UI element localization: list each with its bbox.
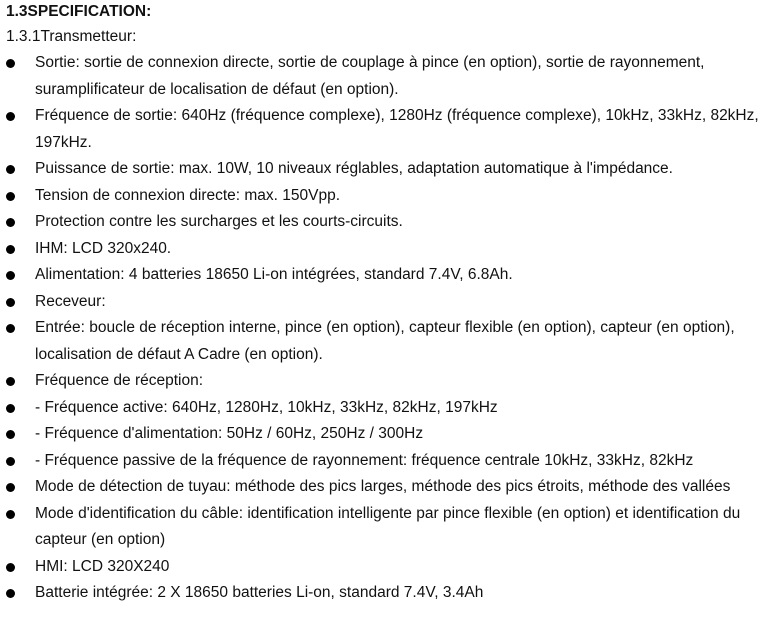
spec-item-text: Mode d'identification du câble: identification intelligente par pince flexible (en option) et identification du capteur (en option) [35, 504, 741, 548]
spec-item-text: Puissance de sortie: max. 10W, 10 niveaux réglables, adaptation automatique à l'impédance. [35, 160, 673, 177]
spec-item-text: Sortie: sortie de connexion directe, sortie de couplage à pince (en option), sortie de rayonnement, suramplificateur de localisation de défaut (en option). [35, 54, 705, 98]
spec-item-text: Fréquence de réception: [35, 372, 204, 389]
bullet-icon [6, 271, 15, 280]
spec-item-text: Mode de détection de tuyau: méthode des pics larges, méthode des pics étroits, méthode des vallées [35, 478, 731, 495]
spec-item-battery [6, 580, 760, 607]
subsection-heading: 1.3.1Transmetteur: [6, 28, 137, 45]
spec-item-receiver [6, 289, 760, 316]
spec-item-passive-frequency [6, 448, 760, 475]
spec-item-text: - Fréquence active: 640Hz, 1280Hz, 10kHz, 33kHz, 82kHz, 197kHz [35, 398, 498, 416]
bullet-icon [6, 324, 15, 333]
spec-item-text: Batterie intégrée: 2 X 18650 batteries Li-on, standard 7.4V, 3.4Ah [35, 584, 484, 601]
spec-item-input [6, 315, 760, 368]
spec-item-hmi [6, 554, 760, 581]
bullet-icon [6, 483, 15, 492]
spec-item-output-power [6, 156, 760, 183]
spec-item-text: Tension de connexion directe: max. 150Vpp. [35, 186, 341, 204]
bullet-icon [6, 112, 15, 121]
spec-item-text: HMI: LCD 320X240 [35, 557, 170, 575]
spec-item-supply-frequency [6, 421, 760, 448]
spec-item-text: Fréquence de sortie: 640Hz (fréquence complexe), 1280Hz (fréquence complexe), 10kHz, 33kHz, 82kHz, 197kHz. [35, 107, 759, 151]
spec-item-text: - Fréquence passive de la fréquence de rayonnement: fréquence centrale 10kHz, 33kHz, 82kHz [35, 451, 694, 469]
bullet-icon [6, 377, 15, 386]
spec-item-ihm [6, 236, 760, 263]
bullet-icon [6, 218, 15, 227]
bullet-icon [6, 192, 15, 201]
spec-item-text: - Fréquence d'alimentation: 50Hz / 60Hz, 250Hz / 300Hz [35, 425, 424, 442]
spec-item-text: Entrée: boucle de réception interne, pince (en option), capteur flexible (en option), capteur (en option), localisation de défaut A Cadre (en option). [35, 319, 735, 363]
spec-item-text: Protection contre les surcharges et les courts-circuits. [35, 213, 403, 230]
bullet-icon [6, 457, 15, 466]
bullet-icon [6, 563, 15, 572]
bullet-icon [6, 245, 15, 254]
bullet-icon [6, 298, 15, 307]
spec-item-text: Alimentation: 4 batteries 18650 Li-on intégrées, standard 7.4V, 6.8Ah. [35, 266, 513, 283]
bullet-icon [6, 59, 15, 68]
bullet-icon [6, 430, 15, 439]
spec-item-text: Receveur: [35, 292, 106, 310]
spec-item-output-frequency [6, 103, 760, 156]
bullet-icon [6, 510, 15, 519]
bullet-icon [6, 589, 15, 598]
section-heading: 1.3SPECIFICATION: [6, 3, 152, 20]
spec-item-active-frequency [6, 395, 760, 422]
spec-item-cable-identification-mode [6, 501, 760, 554]
spec-item-protection [6, 209, 760, 236]
bullet-icon [6, 404, 15, 413]
spec-item-power-supply [6, 262, 760, 289]
spec-item-text: IHM: LCD 320x240. [35, 239, 172, 257]
specification-list [6, 50, 760, 607]
spec-item-pipe-detection-mode [6, 474, 760, 501]
spec-item-reception-frequency [6, 368, 760, 395]
bullet-icon [6, 165, 15, 174]
spec-item-direct-voltage [6, 183, 760, 210]
spec-item-output [6, 50, 760, 103]
